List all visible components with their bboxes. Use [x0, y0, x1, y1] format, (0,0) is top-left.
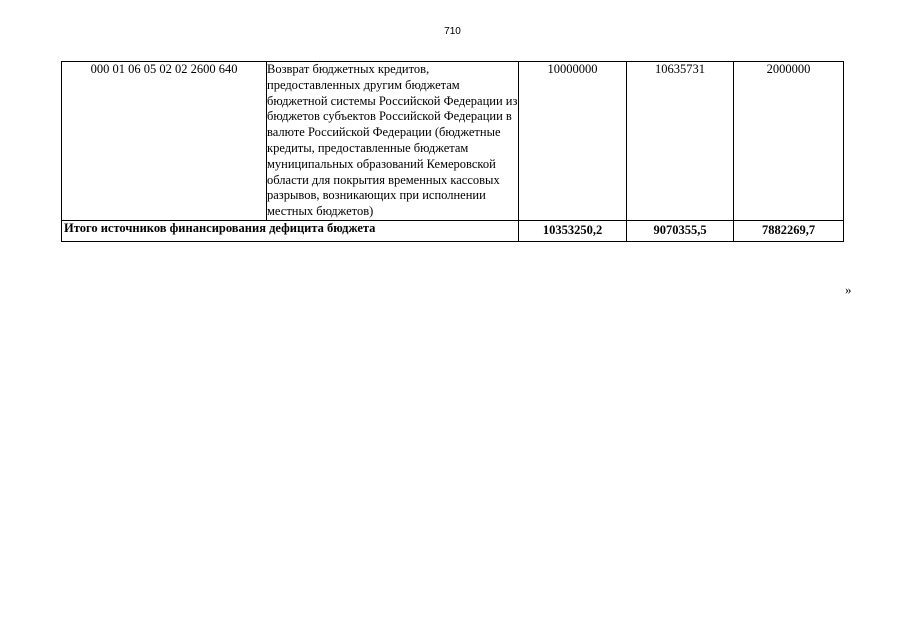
- closing-quote-mark: »: [845, 282, 852, 297]
- total-value-year-2: 9070355,5: [627, 220, 734, 241]
- total-value-year-3: 7882269,7: [734, 220, 844, 241]
- table-row: [62, 62, 844, 221]
- page-number: 710: [444, 26, 461, 37]
- value-cell-year-1: 10000000: [519, 62, 627, 221]
- budget-code-cell: 000 01 06 05 02 02 2600 640: [62, 62, 267, 221]
- total-row: [62, 220, 844, 241]
- value-cell-year-3: 2000000: [734, 62, 844, 221]
- budget-sources-table: [61, 61, 844, 242]
- value-cell-year-2: 10635731: [627, 62, 734, 221]
- description-cell: Возврат бюджетных кредитов, предоставленных другим бюджетам бюджетной системы Российской Федерации из бюджетов субъектов Российской Федерации в валюте Российской Федерации (бюджетные кредиты, предоставленные бюджетам муниципальных образований Кемеровской области для покрытия временных кассовых разрывов, возникающих при исполнении местных бюджетов): [267, 62, 519, 221]
- total-label: Итого источников финансирования дефицита бюджета: [62, 220, 519, 241]
- total-value-year-1: 10353250,2: [519, 220, 627, 241]
